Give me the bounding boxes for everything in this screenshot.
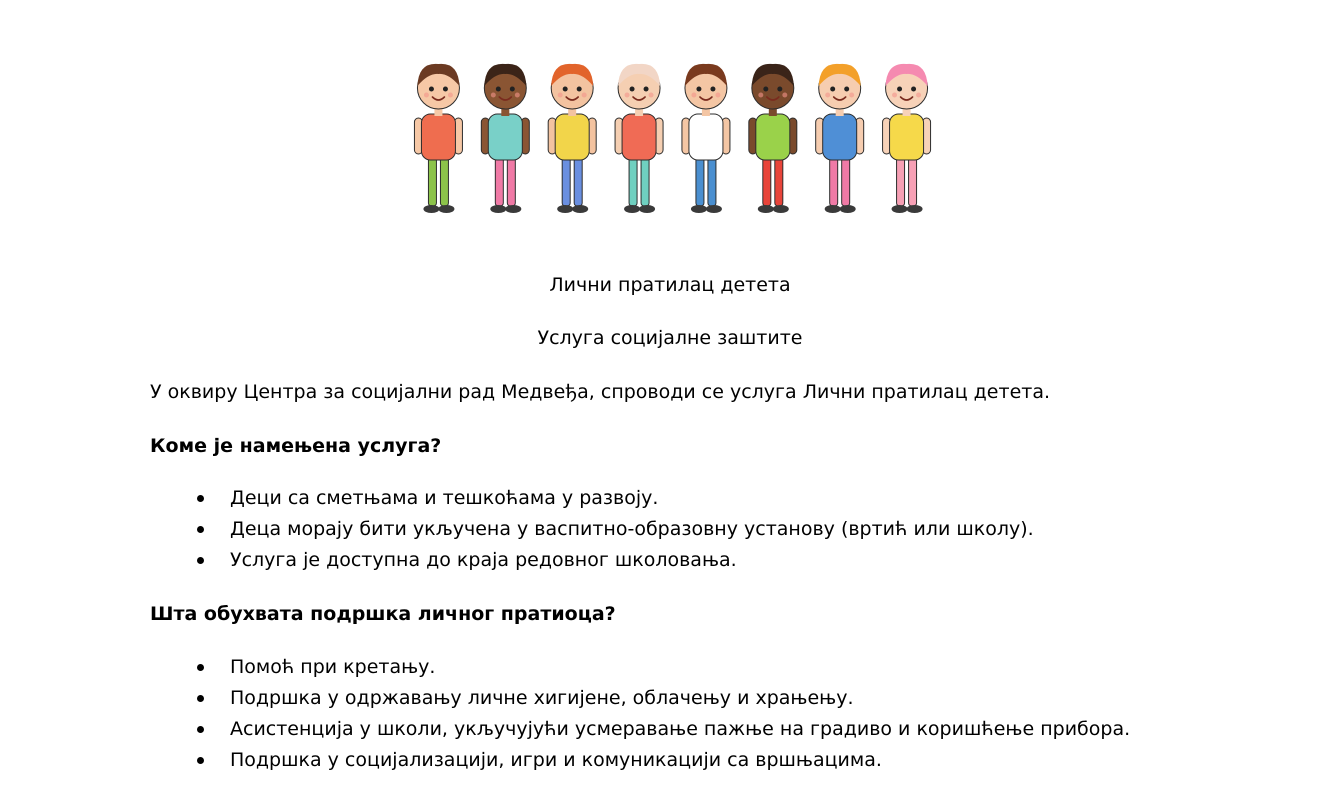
child-figure [548,64,596,213]
child-figure [615,64,663,213]
intro-paragraph: У оквиру Центра за социјални рад Медвеђа, спроводи се услуга Лични пратилац детета. [150,381,1051,403]
child-figure [481,64,529,213]
children-group-icon [405,58,940,218]
child-figure [414,64,462,213]
bullet-icon [197,557,204,564]
child-figure [816,64,864,213]
document-title: Лични пратилац детета [549,274,791,296]
bullet-icon [197,495,204,502]
child-figure [883,64,931,213]
bullet-icon [197,726,204,733]
section-heading-support-scope: Шта обухвата подршка личног пратиоца? [150,603,616,625]
list-item-text: Подршка у социјализацији, игри и комуникацији са вршњацима. [230,749,882,771]
bullet-icon [197,664,204,671]
list-item-text: Асистенција у школи, укључујући усмеравање пажње на градиво и коришћење прибора. [230,718,1131,740]
bullet-icon [197,757,204,764]
bullet-icon [197,526,204,533]
section-heading-target-group: Коме је намењена услуга? [150,435,442,457]
children-illustration [405,58,940,218]
list-item-text: Деца морају бити укључена у васпитно-образовну установу (вртић или школу). [230,518,1034,540]
child-figure [749,64,797,213]
document-subtitle: Услуга социјалне заштите [537,327,803,349]
child-figure [682,64,730,213]
list-item-text: Услуга је доступна до краја редовног школовања. [230,549,737,571]
list-item-text: Подршка у одржавању личне хигијене, облачењу и храњењу. [230,687,854,709]
list-item-text: Деци са сметњама и тешкоћама у развоју. [230,487,659,509]
bullet-icon [197,695,204,702]
list-item-text: Помоћ при кретању. [230,656,436,678]
